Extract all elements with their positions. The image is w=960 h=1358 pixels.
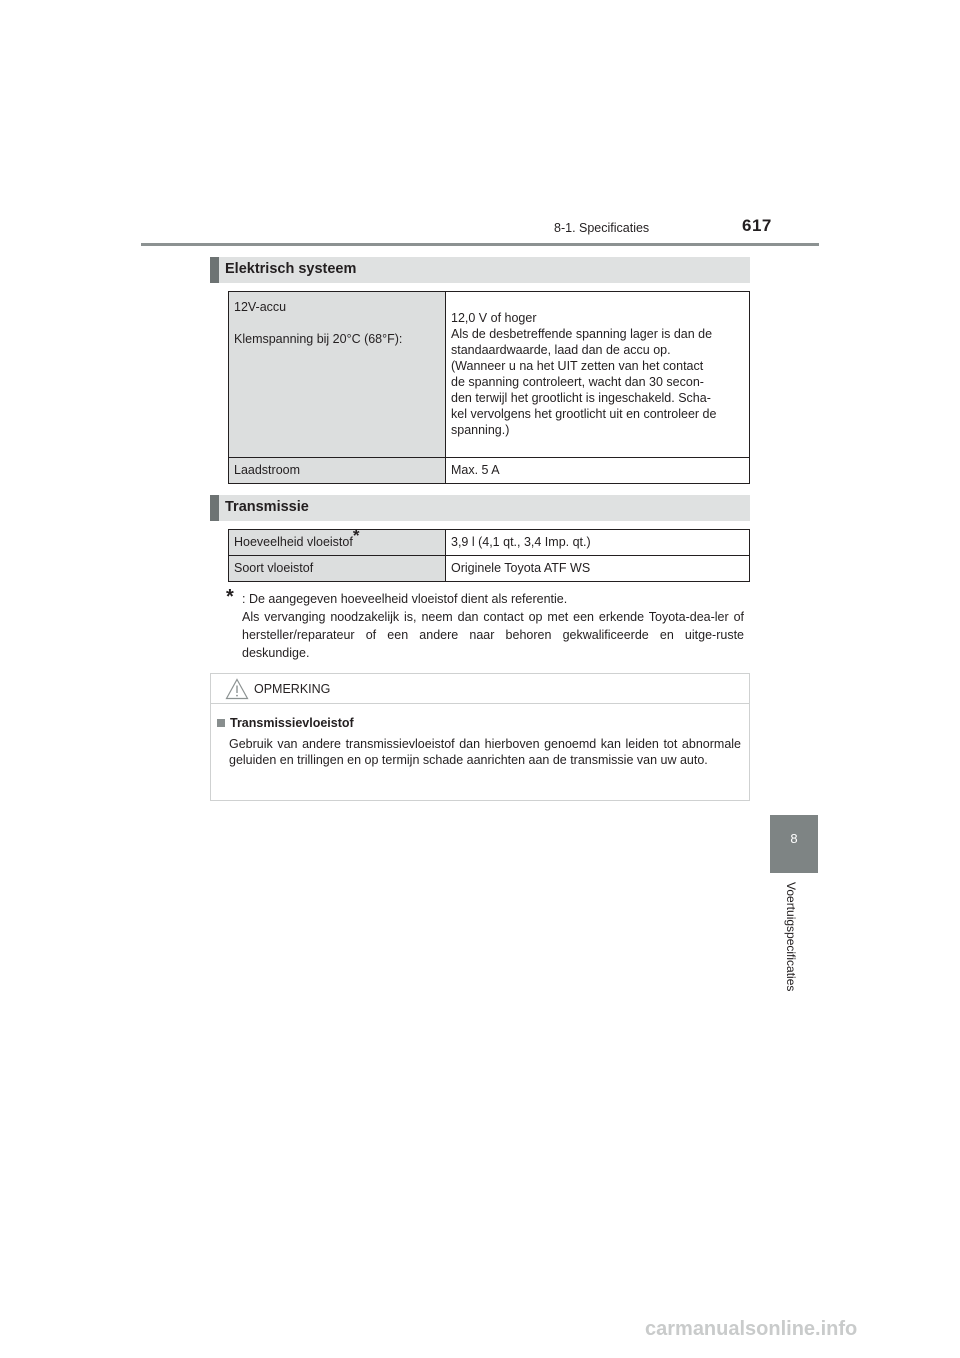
table-row <box>229 556 750 582</box>
table-row <box>229 530 750 556</box>
label-line <box>234 315 440 331</box>
header-divider <box>141 243 819 246</box>
footnote <box>226 586 744 662</box>
chapter-tab: 8 <box>770 815 818 873</box>
footnote-text: : De aangegeven hoeveelheid vloeistof dient als referentie. <box>242 592 568 606</box>
value-line: de spanning controleert, wacht dan 30 secon- <box>451 375 704 389</box>
transmission-spec-table <box>228 525 750 582</box>
watermark: carmanualsonline.info <box>645 1318 858 1340</box>
notice-item-title-text: Transmissievloeistof <box>230 716 354 730</box>
table-cell-value: Originele Toyota ATF WS <box>446 556 750 582</box>
chapter-side-label-text: Voertuigspecificaties <box>784 882 798 992</box>
value-line: Als de desbetreffende spanning lager is dan de <box>451 327 713 341</box>
electrical-spec-table <box>228 291 750 484</box>
section-header-transmission <box>210 495 750 521</box>
table-row <box>229 458 750 484</box>
section-title-transmission: Transmissie <box>225 499 309 515</box>
footnote-marker: * <box>352 525 360 545</box>
section-header-bar <box>210 495 219 521</box>
value-line: 12,0 V of hoger <box>451 311 537 325</box>
table-cell-value: Max. 5 A <box>446 458 750 484</box>
square-bullet-icon <box>217 719 225 727</box>
table-cell-label: Laadstroom <box>229 458 446 484</box>
label-line: Klemspanning bij 20°C (68°F): <box>234 332 403 346</box>
table-cell-value <box>446 292 750 458</box>
footnote-text-continued: Als vervanging noodzakelijk is, neem dan contact op met een erkende Toyota-dea-ler of hersteller/reparateur of een andere naar behoren gekwalificeerde en uitge-ruste deskundige. <box>242 610 744 660</box>
value-line: (Wanneer u na het UIT zetten van het contact <box>451 359 704 373</box>
header-section-title: 8-1. Specificaties <box>554 221 650 235</box>
notice-title: OPMERKING <box>254 682 331 696</box>
table-cell-label: Soort vloeistof <box>229 556 446 582</box>
notice-box <box>210 673 750 801</box>
section-title-electrical: Elektrisch systeem <box>225 261 357 277</box>
footnote-star: * <box>226 586 234 608</box>
notice-item-title <box>217 716 354 730</box>
table-cell-label <box>229 525 446 556</box>
label-text: Hoeveelheid vloeistof <box>234 535 353 549</box>
value-line: den terwijl het grootlicht is ingeschakeld. Scha- <box>451 391 711 405</box>
table-row <box>229 292 750 458</box>
notice-item-text: Gebruik van andere transmissievloeistof dan hierboven genoemd kan leiden tot abnormale geluiden en trillingen en op termijn schade aanrichten aan de transmissie van uw auto. <box>229 737 741 767</box>
section-header-bar <box>210 257 219 283</box>
chapter-side-label <box>784 882 804 1012</box>
warning-triangle-icon <box>225 678 249 700</box>
page-number: 617 <box>742 216 772 235</box>
table-cell-label <box>229 292 446 458</box>
value-line: standaardwaarde, laad dan de accu op. <box>451 343 671 357</box>
section-header-electrical <box>210 257 750 283</box>
label-line: 12V-accu <box>234 300 287 314</box>
table-cell-value: 3,9 l (4,1 qt., 3,4 Imp. qt.) <box>446 530 750 556</box>
value-line: kel vervolgens het grootlicht uit en controleer de <box>451 407 717 421</box>
value-line: spanning.) <box>451 423 510 437</box>
notice-header <box>211 674 749 704</box>
